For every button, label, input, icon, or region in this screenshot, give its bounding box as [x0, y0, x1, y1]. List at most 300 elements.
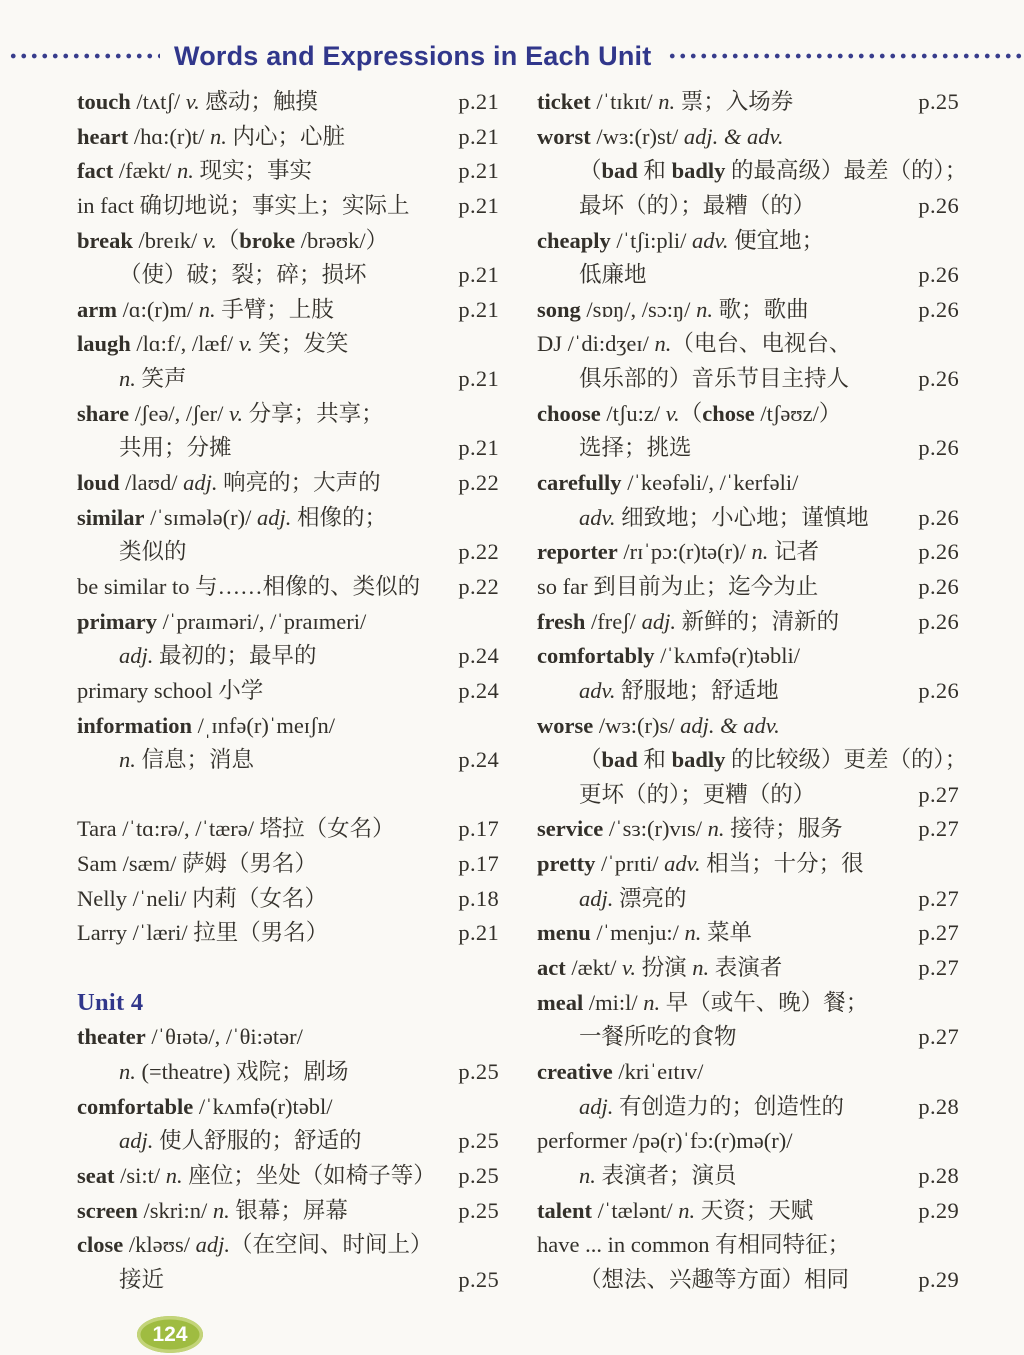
- text-segment: n.: [707, 816, 725, 842]
- text-segment: 接待；服务: [724, 816, 843, 842]
- text-segment: n.: [696, 296, 713, 322]
- text-segment: service: [537, 816, 604, 842]
- vocab-line: [537, 501, 959, 536]
- line-text: [77, 743, 254, 778]
- text-segment: song: [537, 296, 581, 322]
- vocab-line: [537, 1194, 959, 1229]
- page-ref: p.22: [458, 573, 499, 599]
- vocab-line: [77, 916, 499, 951]
- line-text: [77, 882, 327, 917]
- text-segment: adj.: [641, 608, 676, 634]
- text-segment: （: [679, 400, 703, 426]
- text-segment: 漂亮的: [613, 885, 687, 911]
- text-segment: fact: [77, 158, 114, 184]
- vocab-column-left: [77, 85, 499, 1297]
- text-segment: /tʃəʊz/）: [754, 400, 842, 426]
- text-segment: be similar to 与……相像的、类似的: [77, 573, 421, 599]
- text-segment: /ˈkʌmfə(r)təbli/: [654, 643, 801, 669]
- line-text: [537, 327, 851, 362]
- page-ref: p.24: [458, 747, 499, 773]
- line-text: [537, 605, 839, 640]
- vocab-line: [77, 1090, 499, 1125]
- text-segment: 天资；天赋: [695, 1197, 814, 1223]
- vocab-line: [537, 951, 959, 986]
- line-text: [537, 85, 793, 120]
- text-segment: /kləʊs/: [123, 1232, 196, 1258]
- text-segment: 类似的: [119, 539, 187, 565]
- text-segment: loud: [77, 470, 120, 496]
- text-segment: n.: [119, 1058, 136, 1084]
- text-segment: close: [77, 1232, 124, 1258]
- text-segment: /fækt/: [113, 158, 177, 184]
- text-segment: 歌；歌曲: [712, 296, 809, 322]
- line-text: [77, 431, 232, 466]
- page-ref: p.22: [458, 470, 499, 496]
- text-segment: Tara /ˈtɑ:rə/, /ˈtærə/ 塔拉（女名）: [77, 816, 395, 842]
- vocab-line: [537, 674, 959, 709]
- text-segment: 最坏（的）；最糟（的）: [579, 192, 816, 218]
- line-text: [537, 1194, 813, 1229]
- text-segment: /ʃeə/, /ʃer/: [129, 400, 230, 426]
- vocab-line: [537, 812, 959, 847]
- text-segment: creative: [537, 1058, 613, 1084]
- vocab-line: [537, 605, 959, 640]
- text-segment: badly: [671, 747, 726, 773]
- page-ref: p.21: [458, 366, 499, 392]
- text-segment: 的比较级）更差（的）；: [725, 747, 968, 773]
- text-segment: adj.: [579, 885, 614, 911]
- vocab-line: [537, 778, 959, 813]
- text-segment: Unit 4: [77, 988, 144, 1016]
- text-segment: information: [77, 712, 192, 738]
- vocab-line: [77, 224, 499, 259]
- text-segment: badly: [671, 158, 726, 184]
- text-segment: n.: [684, 920, 702, 946]
- vocab-line: [77, 639, 499, 674]
- page-ref: p.26: [918, 192, 959, 218]
- line-text: [77, 916, 328, 951]
- text-segment: have ... in common 有相同特征；: [537, 1232, 851, 1258]
- line-text: [77, 1090, 333, 1125]
- vocab-line: [77, 1159, 499, 1194]
- text-segment: /laʊd/: [119, 470, 184, 496]
- vocab-line: [537, 258, 959, 293]
- page-ref: p.21: [458, 296, 499, 322]
- text-segment: adj. & adv.: [683, 123, 784, 149]
- vocab-line: [77, 85, 499, 120]
- line-text: [77, 1194, 348, 1229]
- text-segment: adv.: [579, 677, 616, 703]
- text-segment: （电台、电视台、: [671, 331, 852, 357]
- vocab-line: [77, 1263, 499, 1298]
- text-segment: n.: [177, 158, 194, 184]
- line-text: [77, 570, 420, 605]
- page-ref: p.24: [458, 643, 499, 669]
- vocab-line: [77, 120, 499, 155]
- text-segment: adj.: [195, 1232, 230, 1258]
- text-segment: （想法、兴趣等方面）相同: [579, 1266, 850, 1292]
- text-segment: /tʃu:z/: [600, 400, 666, 426]
- vocab-line: [77, 570, 499, 605]
- text-segment: broke: [239, 227, 296, 253]
- text-segment: n.: [198, 296, 216, 322]
- vocab-line: [77, 1055, 499, 1090]
- text-segment: /tʌtʃ/: [130, 89, 186, 114]
- unit-heading: [77, 986, 499, 1021]
- page-ref: p.26: [918, 435, 959, 461]
- text-segment: 低廉地: [579, 262, 647, 288]
- line-text: [77, 1228, 433, 1263]
- line-text: [77, 1055, 349, 1090]
- text-segment: 便宜地；: [728, 227, 825, 253]
- text-segment: similar: [77, 504, 145, 530]
- line-text: [537, 535, 819, 570]
- vocab-line: [537, 466, 959, 501]
- page-ref: p.29: [918, 1266, 959, 1292]
- vocab-line: [537, 85, 959, 120]
- text-segment: 响亮的；大声的: [217, 470, 381, 496]
- line-text: [537, 293, 809, 328]
- text-segment: 座位；坐处（如椅子等）: [182, 1162, 436, 1188]
- vocab-line: [537, 293, 959, 328]
- text-segment: 扮演: [635, 955, 693, 981]
- text-segment: fresh: [537, 608, 586, 634]
- text-segment: v.: [229, 400, 243, 426]
- text-segment: in fact 确切地说；事实上；实际上: [77, 192, 410, 218]
- vocab-line: [77, 882, 499, 917]
- text-segment: Nelly /ˈneli/ 内莉（女名）: [77, 885, 327, 911]
- page-ref: p.26: [918, 573, 959, 599]
- text-segment: laugh: [77, 331, 131, 357]
- line-text: [537, 258, 647, 293]
- text-segment: 感动；触摸: [199, 89, 318, 114]
- vocab-line: [77, 1020, 499, 1055]
- text-segment: （: [216, 227, 240, 253]
- text-segment: /kriˈeɪtɪv/: [612, 1058, 704, 1084]
- line-text: [537, 743, 968, 778]
- text-segment: pretty: [537, 851, 596, 877]
- text-segment: n.: [119, 366, 136, 392]
- vocab-line: [77, 1228, 499, 1263]
- page-header: [0, 38, 1024, 74]
- line-text: [77, 986, 143, 1021]
- line-text: [77, 120, 345, 155]
- vocab-line: [77, 258, 499, 293]
- vocab-line: [77, 397, 499, 432]
- text-segment: 有创造力的；创造性的: [613, 1093, 845, 1119]
- page-ref: p.25: [918, 89, 959, 114]
- page-ref: p.25: [458, 1266, 499, 1292]
- text-segment: n.: [119, 747, 136, 773]
- line-text: [537, 674, 779, 709]
- text-segment: /si:t/: [114, 1162, 166, 1188]
- page-title: Words and Expressions in Each Unit: [174, 40, 652, 71]
- text-segment: (=theatre) 戏院；剧场: [135, 1058, 349, 1084]
- line-text: [537, 1124, 792, 1159]
- vocab-line: [537, 431, 959, 466]
- page-ref: p.27: [918, 955, 959, 981]
- text-segment: DJ /ˈdi:dʒeɪ/: [537, 331, 655, 357]
- page-ref: p.21: [458, 435, 499, 461]
- text-segment: /ˈkeəfəli/, /ˈkerfəli/: [621, 470, 799, 496]
- page-ref: p.25: [458, 1128, 499, 1154]
- text-segment: Sam /sæm/ 萨姆（男名）: [77, 851, 318, 877]
- text-segment: 笑；发笑: [252, 331, 349, 357]
- vocab-line: [537, 1228, 959, 1263]
- vocab-line: [537, 535, 959, 570]
- text-segment: /ˈsɜ:(r)vɪs/: [603, 816, 708, 842]
- text-segment: 票；入场券: [675, 89, 794, 114]
- text-segment: 使人舒服的；舒适的: [153, 1128, 362, 1154]
- text-segment: bad: [601, 158, 638, 184]
- text-segment: （在空间、时间上）: [229, 1232, 433, 1258]
- text-segment: primary school 小学: [77, 677, 264, 703]
- text-segment: /ˈsɪmələ(r)/: [144, 504, 257, 530]
- text-segment: worst: [537, 123, 591, 149]
- text-segment: /ˈtælənt/: [592, 1197, 679, 1223]
- page-ref: p.17: [458, 851, 499, 877]
- line-text: [537, 1228, 850, 1263]
- text-segment: adv.: [664, 851, 701, 877]
- line-text: [537, 120, 784, 155]
- line-text: [77, 1159, 436, 1194]
- text-segment: 和: [637, 158, 672, 184]
- vocab-line: [537, 847, 959, 882]
- text-segment: v.: [185, 89, 200, 114]
- text-segment: （: [579, 158, 602, 184]
- line-text: [77, 85, 318, 120]
- text-segment: 表演者: [709, 955, 783, 981]
- text-segment: Larry /ˈlæri/ 拉里（男名）: [77, 920, 329, 946]
- line-text: [77, 327, 348, 362]
- line-text: [537, 189, 815, 224]
- vocab-line: [537, 986, 959, 1021]
- line-text: [77, 224, 388, 259]
- line-text: [77, 709, 335, 744]
- text-segment: 信息；消息: [135, 747, 255, 773]
- text-segment: comfortable: [77, 1093, 194, 1119]
- text-segment: screen: [77, 1197, 138, 1223]
- page-ref: p.25: [458, 1058, 499, 1084]
- vocab-line: [537, 882, 959, 917]
- vocab-line: [537, 1055, 959, 1090]
- text-segment: primary: [77, 608, 157, 634]
- text-segment: 俱乐部的）音乐节目主持人: [579, 366, 850, 392]
- text-segment: performer /pə(r)ˈfɔ:(r)mə(r)/: [537, 1128, 793, 1154]
- text-segment: /ˈmenju:/: [590, 920, 685, 946]
- text-segment: adj.: [119, 643, 154, 669]
- line-text: [537, 916, 752, 951]
- dotted-line-right-icon: [667, 53, 1022, 59]
- vocab-line: [77, 1124, 499, 1159]
- line-text: [537, 431, 692, 466]
- text-segment: n.: [751, 539, 769, 565]
- text-segment: theater: [77, 1024, 146, 1050]
- line-text: [537, 847, 864, 882]
- text-segment: （使）破；裂；碎；损坏: [119, 262, 367, 288]
- text-segment: 分享；共享；: [243, 400, 384, 426]
- text-segment: 手臂；上肢: [215, 296, 334, 322]
- text-segment: meal: [537, 989, 584, 1015]
- text-segment: adv.: [579, 504, 616, 530]
- vocab-line: [537, 397, 959, 432]
- text-segment: reporter: [537, 539, 618, 565]
- text-segment: 共用；分摊: [119, 435, 232, 461]
- text-segment: 接近: [119, 1266, 165, 1292]
- text-segment: 舒服地；舒适地: [615, 677, 779, 703]
- vocab-line: [77, 501, 499, 536]
- page-ref: p.28: [918, 1093, 959, 1119]
- text-segment: /ɑ:(r)m/: [116, 296, 199, 322]
- page-ref: p.17: [458, 816, 499, 842]
- page-number-badge: [137, 1316, 203, 1353]
- line-text: [537, 986, 868, 1021]
- text-segment: talent: [537, 1197, 592, 1223]
- text-segment: 银幕；屏幕: [229, 1197, 348, 1223]
- text-segment: /ˈtɪkɪt/: [590, 89, 659, 114]
- text-segment: 内心；心脏: [226, 123, 345, 149]
- text-segment: v.: [665, 400, 680, 426]
- text-segment: n.: [678, 1197, 696, 1223]
- vocab-line: [537, 570, 959, 605]
- text-segment: /mi:l/: [583, 989, 644, 1015]
- text-segment: adv.: [692, 227, 729, 253]
- page-ref: p.21: [458, 89, 499, 114]
- text-segment: /ˈprɪti/: [595, 851, 665, 877]
- text-segment: 相像的；: [291, 504, 387, 530]
- vocab-line: [77, 605, 499, 640]
- text-segment: 的最高级）最差（的）；: [725, 158, 968, 184]
- text-segment: n.: [165, 1162, 183, 1188]
- text-segment: /skri:n/: [137, 1197, 213, 1223]
- text-segment: arm: [77, 296, 117, 322]
- line-text: [537, 639, 800, 674]
- dotted-line-left-icon: [8, 53, 160, 59]
- page-ref: p.26: [918, 366, 959, 392]
- text-segment: v.: [622, 955, 636, 981]
- line-text: [537, 570, 818, 605]
- page-ref: p.26: [918, 539, 959, 565]
- text-segment: /breɪk/: [132, 227, 203, 253]
- line-text: [77, 1124, 362, 1159]
- page-ref: p.21: [458, 158, 499, 184]
- line-text: [537, 224, 824, 259]
- line-text: [537, 154, 968, 189]
- line-text: [537, 882, 687, 917]
- page-ref: p.18: [458, 885, 499, 911]
- vocab-line: [77, 362, 499, 397]
- text-segment: /rɪˈpɔ:(r)tə(r)/: [617, 539, 752, 565]
- text-segment: n.: [654, 331, 672, 357]
- text-segment: /ˈtʃi:pli/: [610, 227, 693, 253]
- blank-line: [77, 778, 499, 813]
- text-segment: adj. & adv.: [680, 712, 780, 738]
- text-segment: bad: [601, 747, 638, 773]
- page-ref: p.26: [918, 504, 959, 530]
- text-segment: adj.: [256, 504, 292, 530]
- vocab-line: [537, 1090, 959, 1125]
- line-text: [537, 778, 815, 813]
- vocab-line: [77, 466, 499, 501]
- text-segment: /ækt/: [565, 955, 622, 981]
- page-ref: p.29: [918, 1197, 959, 1223]
- text-segment: 更坏（的）；更糟（的）: [579, 781, 816, 807]
- vocab-line: [77, 1194, 499, 1229]
- line-text: [537, 709, 780, 744]
- vocab-line: [77, 327, 499, 362]
- text-segment: break: [77, 227, 133, 253]
- text-segment: 一餐所吃的食物: [579, 1024, 737, 1050]
- page-ref: p.21: [458, 192, 499, 218]
- text-segment: adj.: [579, 1093, 614, 1119]
- vocab-line: [537, 709, 959, 744]
- vocab-line: [77, 812, 499, 847]
- line-text: [537, 951, 782, 986]
- text-segment: heart: [77, 123, 129, 149]
- line-text: [77, 535, 187, 570]
- text-segment: /ˈpraɪməri/, /ˈpraɪmeri/: [156, 608, 367, 634]
- page-ref: p.26: [918, 262, 959, 288]
- vocab-line: [537, 154, 968, 189]
- line-text: [77, 605, 366, 640]
- line-text: [77, 1263, 164, 1298]
- blank-line: [77, 951, 499, 986]
- text-segment: n.: [579, 1162, 596, 1188]
- page-ref: p.26: [918, 608, 959, 634]
- text-segment: /hɑ:(r)t/: [128, 123, 210, 149]
- vocab-line: [537, 1020, 959, 1055]
- text-segment: share: [77, 400, 130, 426]
- text-segment: n.: [212, 1197, 230, 1223]
- vocab-line: [537, 1159, 959, 1194]
- line-text: [77, 293, 334, 328]
- line-text: [537, 397, 841, 432]
- line-text: [537, 1055, 703, 1090]
- page-ref: p.21: [458, 262, 499, 288]
- text-segment: 表演者；演员: [595, 1162, 737, 1188]
- vocab-line: [537, 362, 959, 397]
- line-text: [537, 466, 798, 501]
- vocab-line: [77, 189, 499, 224]
- text-segment: 选择；挑选: [579, 435, 692, 461]
- text-segment: /ˌɪnfə(r)ˈmeɪʃn/: [192, 712, 336, 738]
- vocab-line: [537, 639, 959, 674]
- vocab-line: [537, 327, 959, 362]
- line-text: [537, 1090, 844, 1125]
- text-segment: 最初的；最早的: [153, 643, 317, 669]
- text-segment: 新鲜的；清新的: [675, 608, 840, 634]
- text-segment: adj.: [183, 470, 218, 496]
- vocab-line: [537, 120, 959, 155]
- text-segment: n.: [658, 89, 676, 114]
- text-segment: menu: [537, 920, 591, 946]
- text-segment: /wɜ:(r)s/: [593, 712, 681, 738]
- text-segment: touch: [77, 89, 131, 114]
- line-text: [537, 501, 869, 536]
- text-segment: 细致地；小心地；谨慎地: [615, 504, 869, 530]
- page-ref: p.27: [918, 885, 959, 911]
- page-ref: p.22: [458, 539, 499, 565]
- line-text: [77, 397, 384, 432]
- text-segment: n.: [643, 989, 661, 1015]
- text-segment: comfortably: [537, 643, 655, 669]
- text-segment: n.: [209, 123, 227, 149]
- text-segment: seat: [77, 1162, 115, 1188]
- line-text: [77, 674, 263, 709]
- vocab-line: [77, 431, 499, 466]
- line-text: [537, 362, 849, 397]
- text-segment: /freʃ/: [585, 608, 642, 634]
